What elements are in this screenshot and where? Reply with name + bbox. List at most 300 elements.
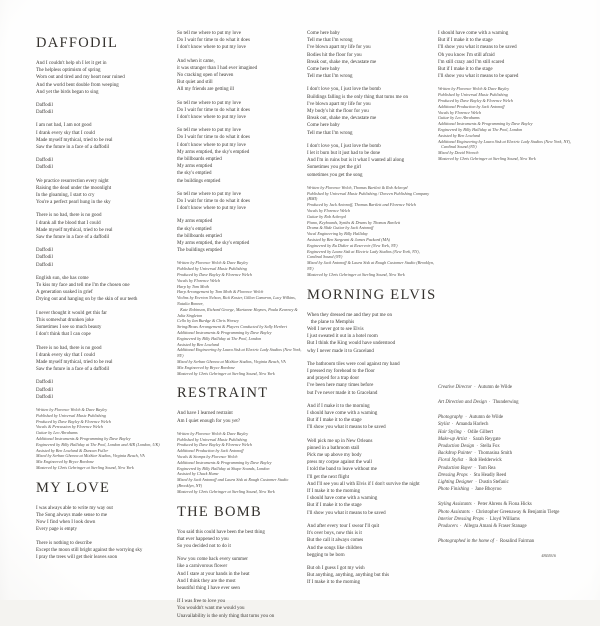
lyric-line: I don't think that I can cope [36,332,91,338]
lyric-line: In the gloaming, I start to cry [36,193,95,199]
production-credit-line [438,414,578,421]
lyric-line: I'll show you what it means to be saved [438,45,517,51]
lyric-line: I'll show you what it means to be saved [307,425,386,431]
lyric-line: I should have come with a warning [307,411,378,417]
credit-line: Vocal Engineering by Billy Halliday [307,231,368,237]
production-credit-name: Odile Gilbert [467,429,494,435]
lyric-line: Daffodil [36,165,53,171]
lyric-line: And I couldn't help oh I let it get in [36,61,107,66]
lyric-line: I don't know where to put my love [177,142,246,148]
lyric-line: I just sweated it out in a hotel room [307,334,378,340]
lyric-line: the billboards emptied [177,233,222,239]
lyric-line: I never thought it would get this far [36,310,107,316]
lyric-line: And yet the birds began to sing [36,89,99,95]
lyric-line: Daffodil [36,387,53,393]
lyric-line: Now I find when I look down [36,520,96,526]
lyric-line: Sometimes you get the girl [307,165,361,171]
credit-line: Assisted by Chuck Hume [177,471,219,477]
lyric-stanza [307,565,434,587]
credit-line: Vocals & Percussion by Florence Welch [36,424,103,430]
production-credit-role: Floral Stylist [438,458,464,464]
lyric-stanza [36,540,174,562]
lyric-line: There is no bad, there is no good [36,213,102,219]
lyric-line: Tell me that I'm wrong [307,38,353,44]
credit-line: Vocals & Stomps by Florence Welch [177,454,238,460]
production-credit-role: Photo Finishing [438,487,470,493]
lyric-stanza [307,438,434,517]
production-credit-line [438,450,578,457]
production-credit-line [438,472,578,479]
credit-line: Engineered by Billy Halliday at The Pool, London [438,127,523,132]
credit-line: Assisted by Ben Lowland & Duncan Fuller [36,447,109,453]
lyric-line: I'll show you what it means to be spared [438,74,519,80]
production-credit-name: Christopher Greenaway & Benjamin Tietge [475,509,560,515]
lyric-line: Tell me that I'm wrong [307,74,353,80]
lyric-line: But quiet and still [177,80,213,86]
lyric-line: Daffodil [36,158,53,164]
lyric-line: My arms emptied, the sky's emptied [177,149,250,155]
production-credit-name: Thunderwing [492,399,519,405]
lyrics-column-2 [177,30,304,626]
credit-line: Mix Engineered by Bryce Bordone [177,364,235,370]
production-credits-group [438,384,578,391]
lyric-line: I'm still crazy and I'm still scared [438,59,505,65]
production-credit-separator: · [464,415,469,421]
credit-line: Published by Universal Music Publishing [177,266,247,272]
production-credit-role: Producers [438,524,458,530]
production-credit-line [438,486,578,493]
production-credit-name: Tom Rea [478,465,496,471]
lyrics-column-3 [307,30,437,593]
lyric-stanza [177,529,304,551]
lyric-line: I pray the trees will get their leaves soon [36,554,118,560]
lyric-line: Daffodil [36,110,53,116]
credit-line: Harp by Tom Moth [177,283,209,289]
lyric-line: I don't know where to put my love [177,115,246,121]
lyric-line: I'll get the next flight [307,474,350,480]
song-credits-block [36,407,174,471]
lyric-line: But if I make it to the stage [307,503,362,509]
lyric-line: I drank every sky that I could [36,352,95,358]
lyric-line: Buildings falling is the only thing that turns me on [307,94,408,100]
production-credit-separator: · [470,509,475,515]
production-credit-line [438,436,578,443]
lyric-line: Saw the future in a face of a daffodil [36,367,110,373]
lyric-line: If I make it to the morning [307,580,361,586]
production-credit-separator: · [473,451,478,457]
production-credit-name: Rosalind Fairman [499,539,535,545]
production-credit-role: Photo Assistants [438,509,470,515]
credit-line: Engineered by Billy Halliday at The Pool, London and AIR (London, UK) [36,441,160,447]
lyric-line: the sky's emptied [177,171,212,177]
lyric-line: But if I make it to the stage [438,38,493,44]
lyric-line: the buildings emptied [177,178,221,184]
credit-line: Assisted by Ben Lowland [438,132,480,138]
credit-line: Mixed by Jack Antonoff & Laura Sisk at Rough Customer Studio (Brooklyn, NY) [307,260,436,272]
lyric-line: Break out, shake me, devastate me [307,116,377,122]
production-credit-role: Photographed in the home of [438,539,494,545]
lyric-line: Made myself mythical, tried to be real [36,137,113,143]
production-credit-separator: · [494,539,499,545]
production-credits-group [438,538,578,545]
production-credit-name: Rob Hedderwick [469,458,502,464]
lyric-line: And after every tour I swear I'll quit [307,523,380,529]
lyric-line: I should have come with a warning [438,31,509,36]
lyric-line: Raising the dead under the moonlight [36,185,112,191]
lyric-line: I drank every sky that I could [36,130,95,136]
lyric-stanza [307,30,434,80]
lyric-line: And I stare at your hands in the heat [177,571,250,577]
lyric-line: And when it came, [177,58,215,64]
lyric-line: the billboards emptied [177,157,222,163]
credit-line: Additional Production by Jack Antonoff [177,448,244,454]
lyric-line: I am not bad, I am not good [36,123,92,129]
song-title: RESTRAINT [177,385,269,402]
credit-line: Published by Universal Music Publishing [177,436,247,442]
lyric-line: And if I make it to the morning [307,403,370,409]
lyric-line: Sometimes I see so much beauty [36,325,102,331]
credit-line: Mixed by Serban Ghenea at MixStar Studios, Virginia Beach, VA [177,359,286,365]
lyric-line: You wouldn't want me would you [177,606,245,612]
lyric-line: But if I make it to the stage [438,67,493,73]
lyric-line: So tell me where to put my love [177,31,242,36]
song-credits-block [177,260,304,376]
lyrics-column-1 [36,30,174,567]
lyric-stanza [36,505,174,534]
lyric-line: the sky's emptied [177,226,212,232]
lyric-line: that ever happened to you [177,536,229,542]
credit-line: Published by Universal Music Publishing [438,92,508,98]
credit-line: Additional Production by Jack Antonoff [438,103,505,109]
production-credit-separator: · [462,429,467,435]
credit-line: Additional Engineering by Laura Sisk at Electric Lady Studios (New York, NY) [177,347,303,359]
lyric-line: But if I make it to the stage [307,418,362,424]
lyric-line: You're a perfect pearl hung in the sky [36,200,111,206]
production-credit-role: Dressing Props [438,472,468,478]
lyric-line: Unavailability is the only thing that turns you on [177,613,275,619]
song-title: MY LOVE [36,479,111,496]
credit-line: Additional Instruments & Programming by Dave Bayley [177,459,272,465]
production-credit-name: Allegra Amani & Fraser Stanage [463,524,527,530]
lyric-line: Well pick me up in New Orleans [307,438,373,444]
lyric-line: I don't know where to put my love [177,206,246,212]
lyric-line: I've blown apart my life for you [307,45,371,51]
production-credit-line [438,479,578,486]
lyric-line: Worn out and tired and my heart near ruined [36,75,125,81]
production-credit-role: Lighting Designer [438,480,474,486]
credit-line: Assisted by Ben Sargeant & James Packard (MA) [307,237,391,243]
lyric-line: The buildings emptied [177,248,222,254]
song-title: MORNING ELVIS [307,286,437,303]
production-credit-line [438,457,578,464]
credit-line: Additional Instruments & Programming by Dave Bayley [438,121,533,127]
lyric-line: I've been here many times before [307,383,374,389]
lyric-line: The Song always made sense to me [36,512,108,518]
credit-line: Drums & Slide Guitar by Jack Antonoff [307,225,374,231]
lyric-line: pinned in a bathroom stall [307,445,360,451]
production-credit-separator: · [458,524,463,530]
credit-line: Additional Instruments & Programming by Dave Bayley [177,330,272,336]
lyric-stanza [438,30,578,80]
credit-line: Engineered by Billy Halliday at The Pool, London [177,335,262,341]
lyric-line: The bathroom tiles were cool against my hand [307,361,400,367]
credit-line: Cello by Ian Burdge & Chris Worsey [177,318,239,324]
credit-line: Mastered by Chris Gehringer at Sterling Sound, New York [307,271,405,277]
production-credit-role: Production Design [438,444,475,449]
lyric-line: I should have come with a warning [307,496,378,502]
song-credits-block [177,431,304,495]
lyric-stanza [36,310,174,339]
lyric-stanza [36,212,174,241]
lyric-line: Pick me up above my body [307,453,362,459]
production-credit-role: Stylist [438,422,450,428]
credit-line: Written by Florence Welch & Dave Bayley [438,86,510,92]
credit-line: Piano, Keyboards, Synths & Drums by Thomas Bartlett [307,219,401,225]
production-credit-role: Photography [438,415,464,421]
credit-line: Produced by Dave Bayley & Florence Welch [438,98,513,104]
lyric-line: But the call it always comes [307,538,364,544]
lyric-stanza [307,312,434,355]
lyric-line: My arms emptied [177,219,213,225]
production-credit-line [438,501,578,508]
lyric-stanza [36,345,174,374]
lyric-line: There is no bad, there is no good [36,345,102,351]
lyric-line: I'll show you what it means to be saved [307,510,386,516]
lyric-stanza [177,556,304,592]
credit-line: Additional Instruments & Programming by Dave Bayley [36,435,131,441]
lyric-line: Am I quiet enough for you yet? [177,418,241,424]
lyric-line: I don't love you, I just love the bomb [307,143,381,149]
lyric-line: So tell me where to put my love [177,128,242,134]
production-credit-name: Lloyd Williams [489,516,520,522]
lyric-line: Come here baby [307,31,340,36]
lyric-line: Come here baby [307,67,340,73]
credit-line: Mixed by Serban Ghenea at MixStar Studios, Virginia Beach, VA [36,453,145,459]
lyric-line: There is nothing to describe [36,540,92,546]
credit-line: Cardinal Sound (NY) [438,144,477,150]
lyric-stanza [36,178,174,207]
production-credit-separator: · [475,444,480,449]
song-credits-block [307,185,434,278]
lyric-line: English sun, she has come [36,275,89,281]
lyric-line: We practice resurrection every night [36,178,109,184]
lyric-line: I pressed my forehead to the floor [307,369,375,375]
production-credit-name: Autumn de Wilde [469,415,504,421]
lyric-line: I told the band to leave without me [307,467,377,473]
credit-line: String/Brass Arrangement & Players Conducted by Sally Herbert [177,324,288,330]
lyric-line: And I'll see you all with Elvis if I don't survive the night [307,481,420,487]
production-credit-line [438,538,578,545]
production-credit-line [438,429,578,436]
lyric-line: why I never made it to Graceland [307,348,374,354]
credit-line: Guitar by Rob Ackroyd [307,213,346,219]
lyric-line: And I think they are the most [177,578,236,584]
lyric-stanza [36,60,174,96]
lyric-stanza [307,86,434,136]
credit-line: Mixed by David Wrench [438,150,479,156]
credit-line: Published by Universal Music Publishing / Doveen Publishing Company (BMI) [307,190,431,202]
production-credit-separator: · [484,516,489,522]
production-credit-separator: · [468,472,473,478]
production-credit-line [438,399,578,406]
lyric-line: Every page is empty [36,527,77,533]
lyric-line: To kiss my face and tell me I'm the chosen one [36,283,130,289]
lyric-line: And have I learned restraint [177,411,233,417]
credit-line: Guitar by Leo Abrahams [438,115,480,121]
song-credits-block [438,86,578,161]
lyric-line: No cracking open of heaven [177,73,234,79]
lyric-line: And the songs like children [307,545,362,551]
credit-line: Kate Robinson, Richard George, Marianne Haynes, Paula Kearney & Julia Singleton [177,306,299,318]
production-credit-separator: · [472,502,477,508]
credit-line: Written by Florence Welch & Dave Bayley [177,430,249,436]
credit-line: Engineered by Ru Didier at Reservoir (New York, NY) [307,242,398,248]
lyric-line: But anything, anything, anything but this [307,573,390,579]
lyric-stanza [177,58,304,94]
lyric-line: Except the moon still bright against the worrying sky [36,547,143,553]
lyric-line: When they dressed me and they put me on [307,312,392,318]
production-credit-name: Stella Fox [480,444,500,449]
lyric-stanza [177,410,304,424]
lyric-line: My body's hit the floor for you [307,109,369,115]
credit-line: Engineered by Laura Sisk at Electric Lady Studios (New York, NY), Cardinal Sound (NY) [307,248,421,260]
credit-line: Vocals by Florence Welch [307,208,351,214]
lyric-stanza [307,403,434,432]
lyric-line: Do I wait for time to do what it does [177,107,250,113]
lyric-line: Daffodil [36,380,53,386]
credit-line: Harp Arrangement by Tom Moth & Florence Welch [177,289,264,295]
credit-line: Written by Florence Welch & Dave Bayley [177,260,249,266]
catalog-number: 4844016 [541,553,556,559]
lyric-line: A generation soaked in grief [36,290,93,296]
credit-line: Produced by Dave Bayley & Florence Welch [177,272,252,278]
credit-line: Mastered by Chris Gehringer at Sterling Sound, New York [177,488,275,494]
production-credit-separator: · [467,436,472,442]
lyric-stanza [177,30,304,52]
credit-line: Vocals by Florence Welch [177,277,221,283]
lyric-line: If I was free to love you [177,599,226,605]
lyric-stanza [177,100,304,122]
production-credit-name: Dustin Stefanic [479,480,509,486]
lyric-line: sometimes you get the song [307,172,363,178]
lyric-line: Saw the future in a face of a daffodil [36,145,110,151]
lyric-line: Do I wait for time to do what it does [177,38,250,44]
credit-line: Engineered by Billy Halliday at Shape Sounds, London [177,465,270,471]
credit-line: Published by Universal Music Publishing [36,412,106,418]
lyric-stanza [36,247,174,269]
spacer [438,171,578,384]
production-credit-separator: · [450,422,455,428]
lyric-line: Drying out and hanging on by the skin of our teeth [36,297,138,303]
lyric-line: press my corpse against the wall [307,460,372,466]
credit-line: Mastered by Chris Gehringer at Sterling Sound, New York [36,464,134,470]
production-credit-line [438,465,578,472]
lyric-line: Well I never got to see Elvis [307,327,364,333]
production-credit-separator: · [473,465,478,471]
lyric-line: Oh you know I'm still afraid [438,52,495,58]
lyric-line: Tell me that I'm wrong [307,130,353,136]
production-credits-group [438,414,578,493]
credit-line: Additional Engineering by Laura Sisk at Electric Lady Studios (New York, NY), [438,138,572,144]
lyric-stanza [36,102,174,116]
lyric-line: Made myself mythical, tried to be real [36,359,113,365]
credit-line: Written by Florence Welch & Dave Bayley [36,406,108,412]
production-credit-name: Peter Ahrens & Fiona Hicks [477,502,532,508]
lyric-line: Made myself mythical, tried to be real [36,227,113,233]
production-credit-role: Hair Styling [438,429,462,435]
credit-line: Assisted by Ben Lowland [177,341,219,347]
lyric-line: Daffodil [36,255,53,261]
production-credit-separator: · [487,399,492,405]
production-credit-name: Amanda Harlech [455,422,489,428]
lyric-stanza [307,523,434,559]
production-credit-separator: · [474,480,479,486]
production-credit-role: Backdrop Painter [438,451,473,457]
production-credit-name: Autumn de Wilde [477,384,512,390]
lyric-line: I don't know where to put my love [177,45,246,51]
lyric-line: My arms emptied [177,164,213,170]
credit-line: Mastered by Chris Gehringer at Sterling Sound, New York [438,155,536,161]
production-credit-line [438,516,578,523]
lyric-line: the plane to Memphis [307,319,355,325]
credit-line: Produced by Dave Bayley & Florence Welch [177,442,252,448]
song-title: THE BOMB [177,503,262,520]
lyric-stanza [307,361,434,397]
production-credit-name: Sarah Reygate [472,436,501,442]
production-credit-line [438,509,578,516]
lyric-line: it was stranger than I had ever imagined [177,65,258,71]
credit-line: Mixed by Jack Antonoff and Laura Sisk at Rough Customer Studio (Brooklyn, NY) [177,477,290,488]
lyrics-column-4 [438,30,578,558]
production-credit-line [438,421,578,428]
lyric-line: So you decided not to do it [177,544,231,549]
production-credit-role: Art Direction and Design [438,399,487,405]
production-credits-group [438,501,578,530]
credit-line: Violins by Everton Nelson, Rick Koster, Gillon Cameron, Lucy Wilkins, Natalia Bonner, [177,295,297,307]
lyric-stanza [36,379,174,401]
production-credit-role: Interior Dressing Props [438,516,484,522]
production-credit-line [438,443,578,450]
lyric-line: All my friends are getting ill [177,87,235,93]
production-credit-role: Styling Assistants [438,502,472,508]
production-credit-name: Stu Headly Reed [473,472,507,478]
lyric-stanza [307,143,434,179]
production-credit-role: Make-up Artist [438,436,467,442]
credit-line: Written by Florence Welch, Thomas Bartlett & Rob Ackroyd [307,184,408,190]
production-credit-role: Creative Director [438,384,472,390]
lyric-line: Break out, shake me, devastate me [307,59,377,65]
lyric-line: beautiful thing I have ever seen [177,586,240,592]
lyric-line: I don't love you, I just love the bomb [307,87,381,93]
lyric-line: Daffodil [36,248,53,254]
credit-line: Guitar by Leo Abrahams [36,430,78,436]
credit-line: Vocals by Florence Welch [438,109,482,115]
lyric-line: So tell me where to put my love [177,100,242,106]
lyric-line: Daffodil [36,103,53,109]
credit-line: Mastered by Chris Gehringer at Sterling Sound, New York [177,370,275,376]
lyric-line: It's over boys, now this is it [307,531,362,537]
lyric-line: begging to be born [307,552,345,558]
lyric-line: The helpless optimism of spring [36,68,101,74]
lyric-line: but I've never made it to Graceland [307,390,378,396]
lyric-line: Daffodil [36,262,53,268]
lyric-line: Saw the future in a face of a daffodil [36,235,110,241]
lyric-line: But I think the King would have understood [307,341,396,347]
lyric-stanza [177,218,304,254]
lyric-line: You said this could have been the best thing [177,529,265,535]
lyric-line: I was always able to write my way out [36,505,113,511]
lyric-line: This somewhat drunken joke [36,317,94,323]
